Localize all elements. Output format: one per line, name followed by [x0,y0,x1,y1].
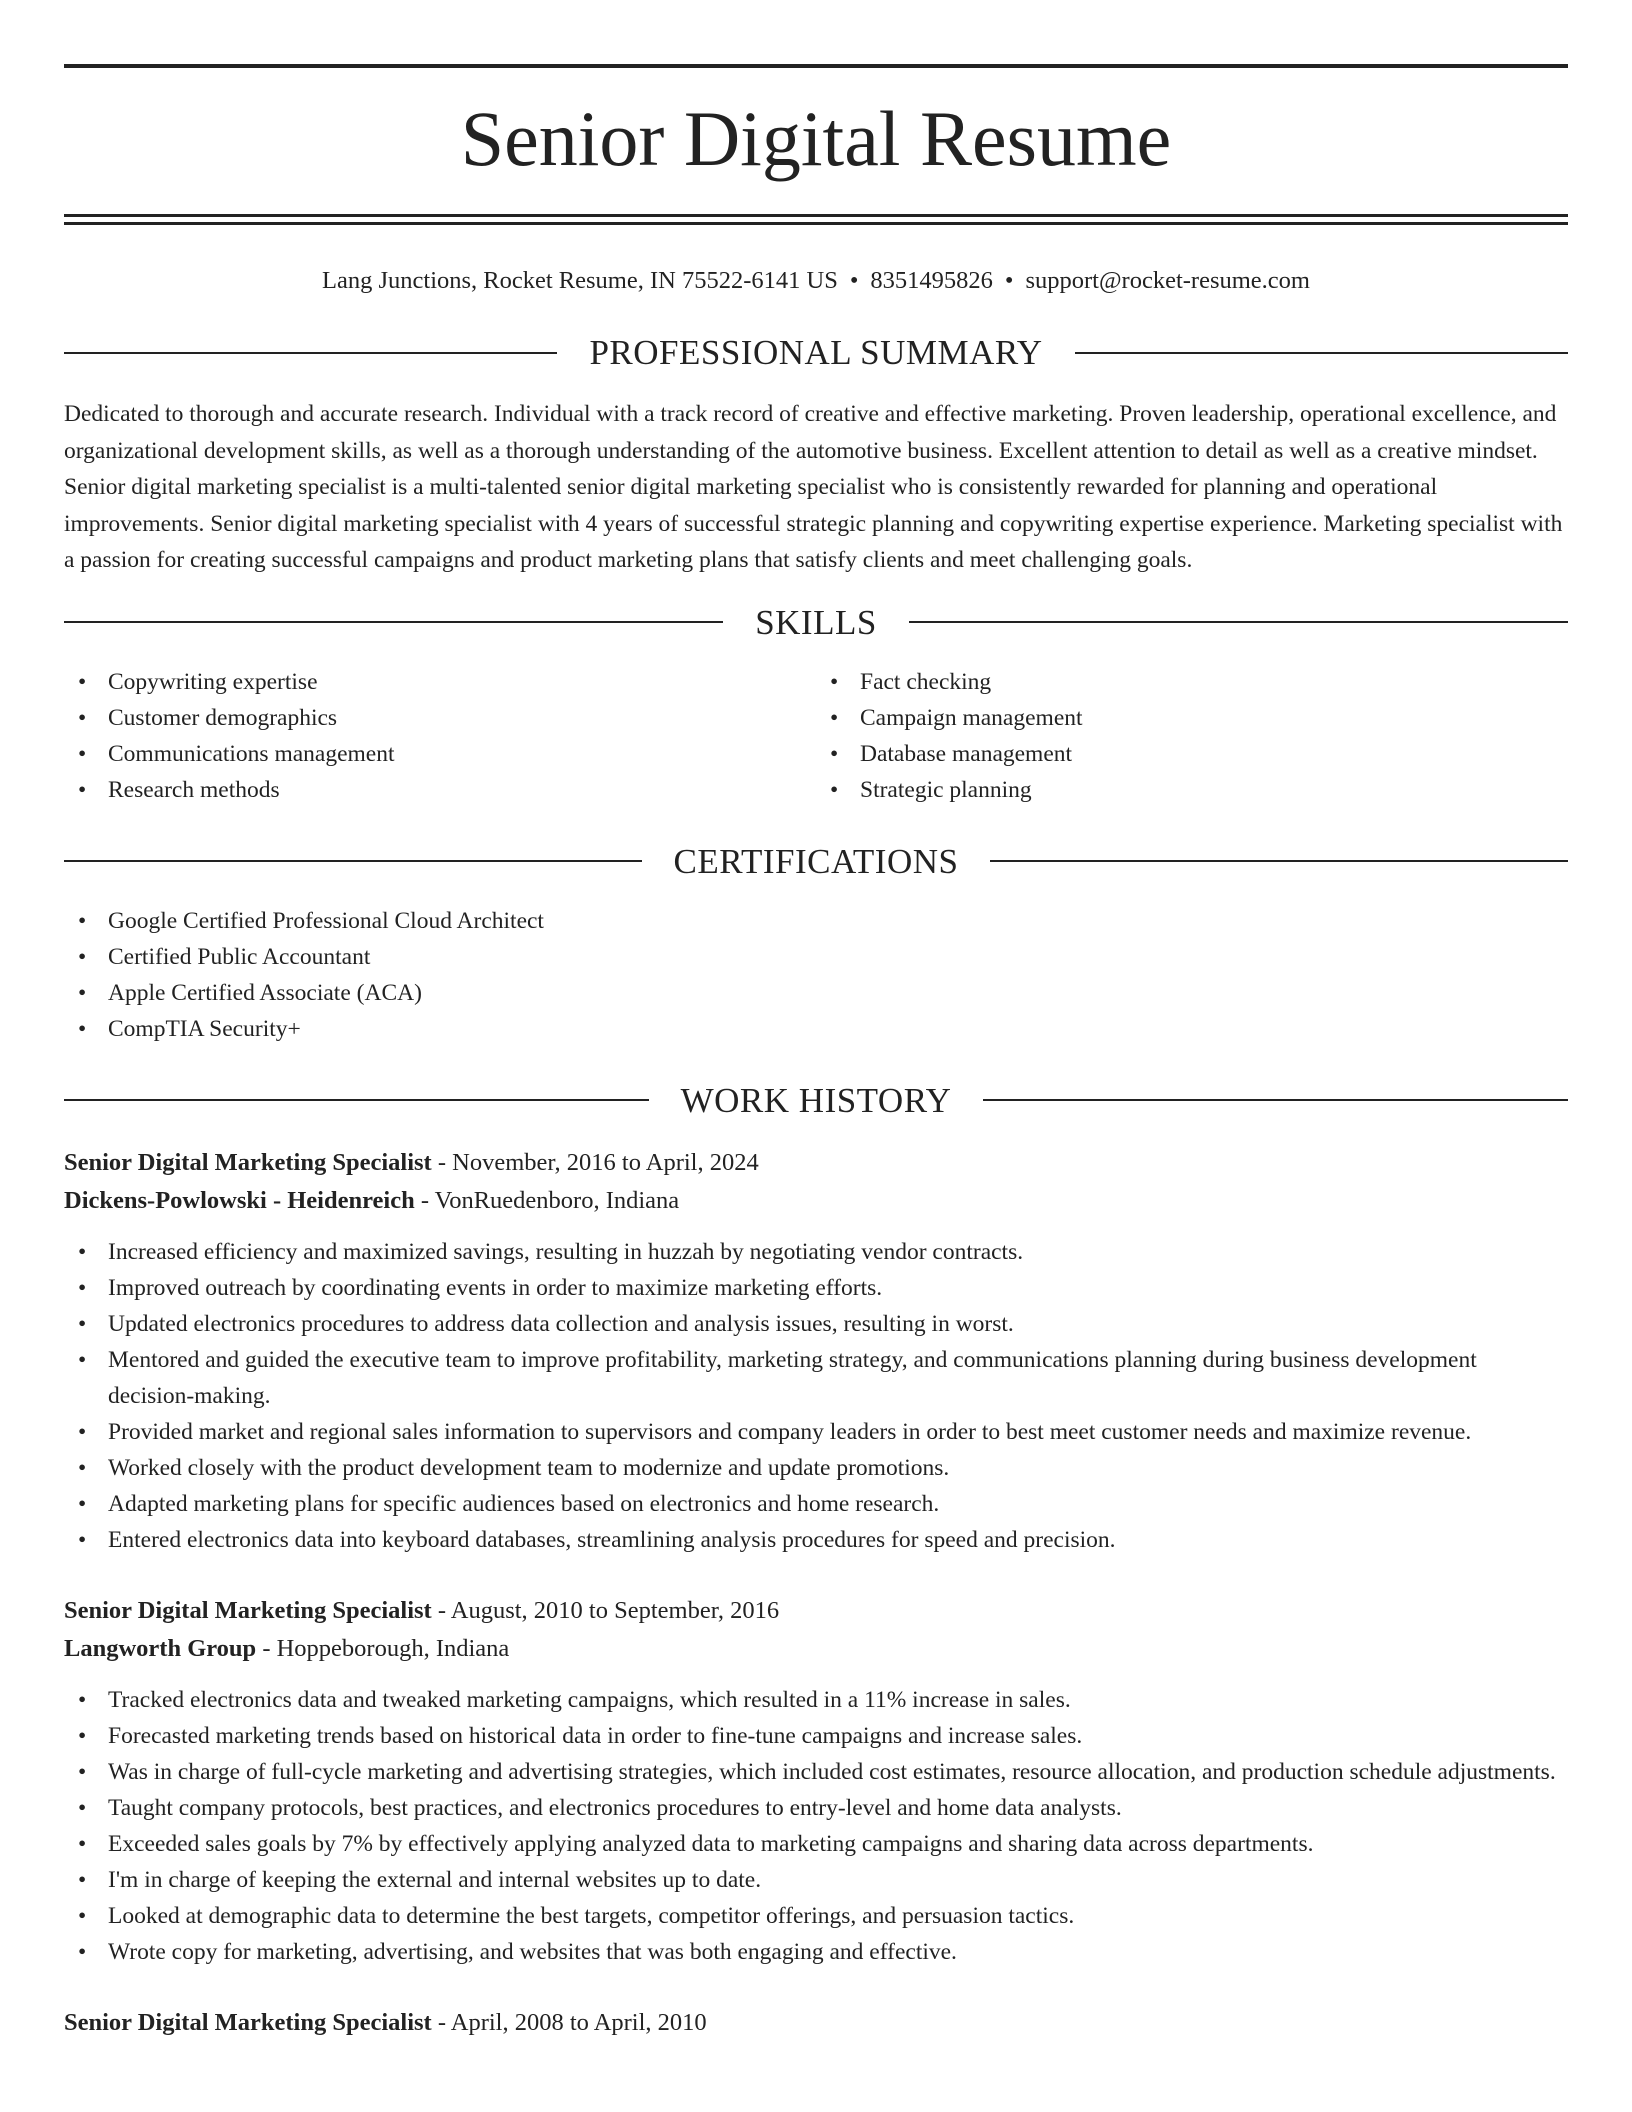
skill-item: • Campaign management [816,700,1568,736]
contact-line [64,261,1568,301]
job-bullet: • Provided market and regional sales information to supervisors and company leaders in order to best meet customer needs and maximize revenue. [64,1414,1568,1450]
job-company-line [64,1630,1568,1668]
job-bullet: • Increased efficiency and maximized savings, resulting in huzzah by negotiating vendor contracts. [64,1234,1568,1270]
contact-separator: • [1004,267,1014,294]
skill-item: • Customer demographics [64,700,816,736]
skills-grid [64,664,1568,808]
job-title: Senior Digital Marketing Specialist [64,1596,432,1624]
skill-item: • Fact checking [816,664,1568,700]
resume-title: Senior Digital Resume [460,95,1172,182]
title-double-rule [64,214,1568,225]
top-rule [64,64,1568,68]
certification-item: • Certified Public Accountant [64,939,1568,975]
job-bullet: • Mentored and guided the executive team to improve profitability, marketing strategy, and communications planning during business development decision-making. [64,1342,1568,1414]
contact-address: Lang Junctions, Rocket Resume, IN 75522-6141 US [322,267,838,294]
work-history-heading-text: WORK HISTORY [680,1080,952,1120]
job-title: Senior Digital Marketing Specialist [64,2008,432,2036]
job-company: Langworth Group [64,1634,257,1662]
certifications-heading [64,841,1568,881]
skill-item: • Copywriting expertise [64,664,816,700]
skills-list-left [64,664,816,808]
skills-heading-text: SKILLS [755,602,877,642]
heading-rule [1075,352,1568,354]
skills-column-left [64,664,816,808]
certification-item: • Google Certified Professional Cloud Architect [64,903,1568,939]
job-bullet: • I'm in charge of keeping the external and internal websites up to date. [64,1862,1568,1898]
job-dates: - August, 2010 to September, 2016 [431,1596,780,1624]
skill-item: • Database management [816,736,1568,772]
job-title-line [64,2004,1568,2042]
job-bullet: • Exceeded sales goals by 7% by effectively applying analyzed data to marketing campaigns and sharing data across departments. [64,1826,1568,1862]
job-dates: - April, 2008 to April, 2010 [431,2008,707,2036]
heading-rule [990,860,1568,862]
job-bullets [64,1234,1568,1558]
job-bullet: • Entered electronics data into keyboard databases, streamlining analysis procedures for speed and precision. [64,1522,1568,1558]
job-bullet: • Taught company protocols, best practices, and electronics procedures to entry-level and home data analysts. [64,1790,1568,1826]
heading-rule [909,621,1568,623]
heading-rule [64,860,642,862]
job-location: - VonRuedenboro, Indiana [414,1186,680,1214]
certifications-list [64,903,1568,1047]
certifications-heading-text: CERTIFICATIONS [673,841,959,881]
skill-item: • Communications management [64,736,816,772]
contact-phone: 8351495826 [870,267,993,294]
job-bullet: • Wrote copy for marketing, advertising, and websites that was both engaging and effective. [64,1934,1568,1970]
job-bullet: • Improved outreach by coordinating events in order to maximize marketing efforts. [64,1270,1568,1306]
summary-heading-text: PROFESSIONAL SUMMARY [589,333,1043,372]
heading-rule [64,1099,649,1101]
summary-heading [64,335,1568,370]
heading-rule [64,352,557,354]
job-bullet: • Looked at demographic data to determine the best targets, competitor offerings, and persuasion tactics. [64,1898,1568,1934]
job-bullet: • Adapted marketing plans for specific audiences based on electronics and home research. [64,1486,1568,1522]
job-title: Senior Digital Marketing Specialist [64,1148,432,1176]
job-company: Dickens-Powlowski - Heidenreich [64,1186,415,1214]
skill-item: • Strategic planning [816,772,1568,808]
job-title-line [64,1592,1568,1630]
job-bullet: • Updated electronics procedures to address data collection and analysis issues, resulting in worst. [64,1306,1568,1342]
work-history-heading [64,1080,1568,1120]
job-bullet: • Was in charge of full-cycle marketing and advertising strategies, which included cost estimates, resource allocation, and production schedule adjustments. [64,1754,1568,1790]
skills-list-right [816,664,1568,808]
job-company-line [64,1182,1568,1220]
certification-item: • CompTIA Security+ [64,1011,1568,1047]
heading-rule [983,1099,1568,1101]
job-title-line [64,1144,1568,1182]
summary-text: Dedicated to thorough and accurate research. Individual with a track record of creative and effective marketing. Proven leadership, operational excellence, and organizational development skills, as well as a thorough understanding of the automotive business. Excellent attention to detail as well as a creative mindset. Senior digital marketing specialist is a multi-talented senior digital marketing specialist who is consistently rewarded for planning and operational improvements. Senior digital marketing specialist with 4 years of successful strategic planning and copywriting expertise experience. Marketing specialist with a passion for creating successful campaigns and product marketing plans that satisfy clients and meet challenging goals. [64,401,1563,574]
skills-column-right [816,664,1568,808]
skills-heading [64,602,1568,642]
certification-item: • Apple Certified Associate (ACA) [64,975,1568,1011]
heading-rule [64,621,723,623]
job-bullet: • Tracked electronics data and tweaked marketing campaigns, which resulted in a 11% increase in sales. [64,1682,1568,1718]
job-bullets [64,1682,1568,1970]
contact-email[interactable]: support@rocket-resume.com [1025,267,1310,294]
job-bullet: • Forecasted marketing trends based on historical data in order to fine-tune campaigns and increase sales. [64,1718,1568,1754]
job-dates: - November, 2016 to April, 2024 [431,1148,759,1176]
job-location: - Hoppeborough, Indiana [256,1634,510,1662]
contact-separator: • [849,267,859,294]
job-bullet: • Worked closely with the product development team to modernize and update promotions. [64,1450,1568,1486]
skill-item: • Research methods [64,772,816,808]
